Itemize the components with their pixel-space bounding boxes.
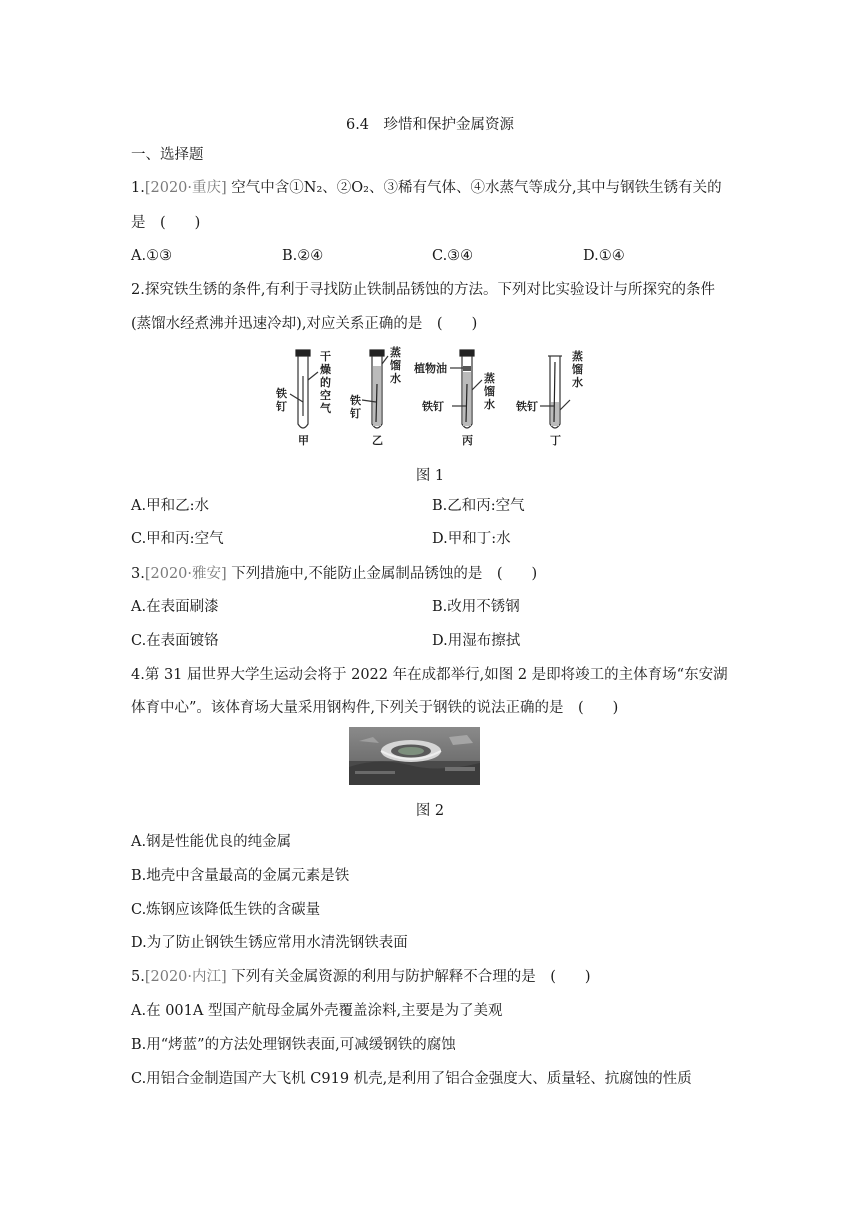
option-d: D.为了防止钢铁生锈应常用水清洗钢铁表面: [131, 935, 408, 951]
option-b: B.地壳中含量最高的金属元素是铁: [131, 868, 350, 884]
question-2-line2: (蒸馏水经煮沸并迅速冷却),对应关系正确的是 ( ): [131, 316, 478, 332]
label-water-bing-2: 馏: [484, 385, 495, 398]
label-nail-bing: 铁钉: [422, 400, 444, 413]
figure-2-stadium-photo: [349, 727, 480, 785]
label-water-yi-2: 馏: [390, 359, 401, 372]
label-dry-air-5: 气: [320, 402, 331, 415]
label-water-yi-3: 水: [390, 372, 401, 385]
question-source: [2020·重庆]: [144, 180, 227, 196]
option-a: A.①③: [131, 248, 173, 264]
option-c: C.③④: [432, 248, 474, 264]
label-dry-air-3: 的: [320, 376, 331, 389]
question-source: [2020·雅安]: [144, 566, 227, 582]
option-b: B.乙和丙:空气: [432, 498, 525, 514]
option-c: C.炼钢应该降低生铁的含碳量: [131, 902, 321, 918]
option-d: D.①④: [583, 248, 625, 264]
question-number: 3.: [131, 566, 145, 582]
question-5: [131, 967, 591, 987]
label-nail-jia-2: 钉: [276, 400, 287, 413]
option-a: A.甲和乙:水: [131, 498, 209, 514]
option-d: D.甲和丁:水: [432, 531, 511, 547]
tube-label-ding: 丁: [550, 434, 561, 447]
label-water-ding: 蒸: [572, 350, 583, 363]
question-text: 下列有关金属资源的利用与防护解释不合理的是 ( ): [226, 969, 591, 985]
option-a: A.在表面刷漆: [131, 599, 219, 615]
option-b: B.改用不锈钢: [432, 599, 520, 615]
label-nail-yi: 铁: [350, 394, 361, 407]
question-source: [2020·内江]: [144, 969, 227, 985]
option-b: B.②④: [282, 248, 324, 264]
option-a: A.在 001A 型国产航母金属外壳覆盖涂料,主要是为了美观: [131, 1003, 503, 1019]
question-4-line2: 体育中心”。该体育场大量采用钢构件,下列关于钢铁的说法正确的是 ( ): [131, 700, 619, 716]
figure-1-test-tubes: [270, 344, 600, 454]
question-4: 4.第 31 届世界大学生运动会将于 2022 年在成都举行,如图 2 是即将竣工的主体育场“东安湖: [131, 667, 728, 683]
page-title: 6.4 珍惜和保护金属资源: [345, 117, 515, 133]
option-c: C.甲和丙:空气: [131, 531, 224, 547]
option-b: B.用“烤蓝”的方法处理钢铁表面,可减缓钢铁的腐蚀: [131, 1037, 456, 1053]
label-water-bing: 蒸: [484, 372, 495, 385]
label-oil: 植物油: [414, 362, 447, 375]
label-dry-air: 干: [320, 350, 331, 363]
option-c: C.在表面镀铬: [131, 633, 219, 649]
label-nail-ding: 铁钉: [516, 400, 538, 413]
tube-label-jia: 甲: [298, 434, 309, 447]
question-2: 2.探究铁生锈的条件,有利于寻找防止铁制品锈蚀的方法。下列对比实验设计与所探究的条件: [131, 282, 715, 298]
tube-label-bing: 丙: [462, 434, 473, 447]
figure-2-caption: 图 2: [415, 803, 445, 819]
section-heading: 一、选择题: [131, 147, 204, 163]
question-number: 1.: [131, 180, 145, 196]
label-nail-jia: 铁: [276, 387, 287, 400]
label-dry-air-2: 燥: [320, 363, 331, 376]
question-1: [131, 178, 722, 198]
label-dry-air-4: 空: [320, 389, 331, 402]
label-water-yi: 蒸: [390, 346, 401, 359]
option-d: D.用湿布擦拭: [432, 633, 521, 649]
label-nail-yi-2: 钉: [350, 407, 361, 420]
label-water-ding-2: 馏: [572, 363, 583, 376]
question-3: [131, 564, 537, 584]
question-number: 5.: [131, 969, 145, 985]
option-c: C.用铝合金制造国产大飞机 C919 机壳,是利用了铝合金强度大、质量轻、抗腐蚀的性质: [131, 1071, 692, 1087]
tube-label-yi: 乙: [372, 434, 383, 447]
question-text: 空气中含①N₂、②O₂、③稀有气体、④水蒸气等成分,其中与钢铁生锈有关的: [226, 180, 722, 196]
option-a: A.钢是性能优良的纯金属: [131, 834, 292, 850]
question-1-line2: 是 ( ): [131, 215, 201, 231]
figure-1-caption: 图 1: [415, 468, 445, 484]
question-text: 下列措施中,不能防止金属制品锈蚀的是 ( ): [226, 566, 538, 582]
label-water-ding-3: 水: [572, 376, 583, 389]
label-water-bing-3: 水: [484, 398, 495, 411]
